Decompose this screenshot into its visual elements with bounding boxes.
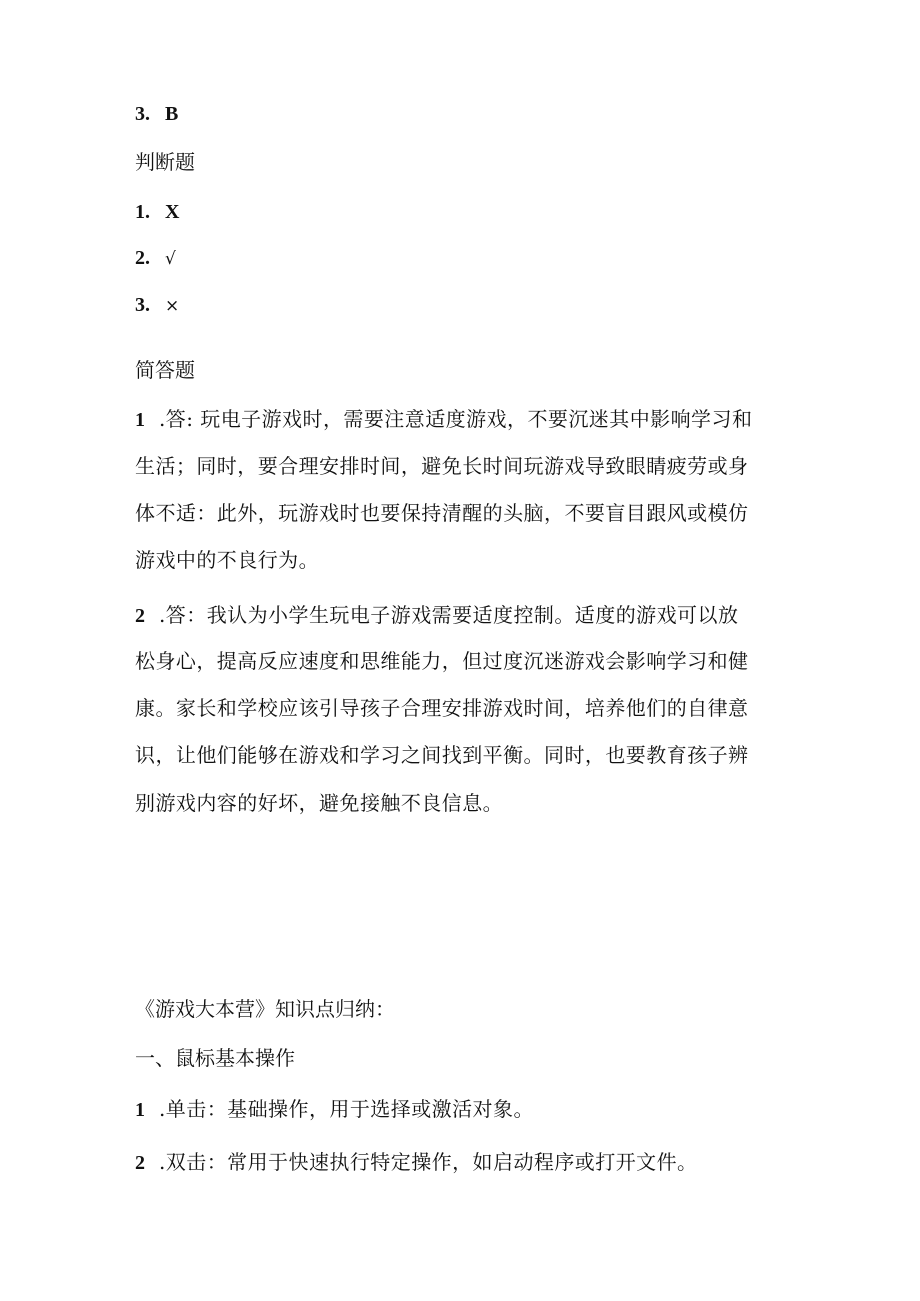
answer-value: √ xyxy=(165,249,176,269)
item-text: .单击：基础操作，用于选择或激活对象。 xyxy=(159,1097,534,1121)
tf-answer-2 xyxy=(135,245,176,271)
paragraph-line: 松身心，提高反应速度和思维能力，但过度沉迷游戏会影响学习和健 xyxy=(135,649,749,673)
answer-number: 2. xyxy=(135,247,150,269)
paragraph-line xyxy=(135,603,738,628)
paragraph-line: 识，让他们能够在游戏和学习之间找到平衡。同时，也要教育孩子辨 xyxy=(135,743,749,767)
summary-title: 《游戏大本营》知识点归纳： xyxy=(135,997,395,1021)
paragraph-text: .答: 玩电子游戏时，需要注意适度游戏，不要沉迷其中影响学习和 xyxy=(159,407,753,431)
paragraph-line: 游戏中的不良行为。 xyxy=(135,548,320,572)
answer-number: 1 xyxy=(135,409,146,431)
answer-number: 3. xyxy=(135,294,150,316)
section-heading-true-false: 判断题 xyxy=(135,150,195,174)
summary-item-2 xyxy=(135,1150,698,1175)
paragraph-line xyxy=(135,407,752,432)
section-heading-short-answer: 简答题 xyxy=(135,358,195,382)
tf-answer-1 xyxy=(135,199,179,224)
paragraph-line: 康。家长和学校应该引导孩子合理安排游戏时间，培养他们的自律意 xyxy=(135,696,749,720)
summary-item-1 xyxy=(135,1097,534,1122)
answer-value: × xyxy=(165,296,180,316)
answer-number: 2 xyxy=(135,605,146,627)
answer-value: B xyxy=(165,103,179,125)
answer-number: 3. xyxy=(135,103,150,125)
paragraph-line: 生活；同时，要合理安排时间，避免长时间玩游戏导致眼睛疲劳或身 xyxy=(135,454,749,478)
paragraph-line: 别游戏内容的好坏，避免接触不良信息。 xyxy=(135,791,504,815)
answer-value: X xyxy=(165,201,180,223)
paragraph-text: .答：我认为小学生玩电子游戏需要适度控制。适度的游戏可以放 xyxy=(159,603,739,627)
answer-number: 1. xyxy=(135,201,150,223)
summary-section-heading: 一、鼠标基本操作 xyxy=(135,1046,295,1070)
mc-answer-3 xyxy=(135,101,178,126)
paragraph-line: 体不适：此外，玩游戏时也要保持清醒的头脑，不要盲目跟风或模仿 xyxy=(135,501,749,525)
item-number: 2 xyxy=(135,1152,146,1174)
tf-answer-3 xyxy=(135,292,179,318)
item-text: .双击：常用于快速执行特定操作，如启动程序或打开文件。 xyxy=(159,1150,698,1174)
item-number: 1 xyxy=(135,1099,146,1121)
